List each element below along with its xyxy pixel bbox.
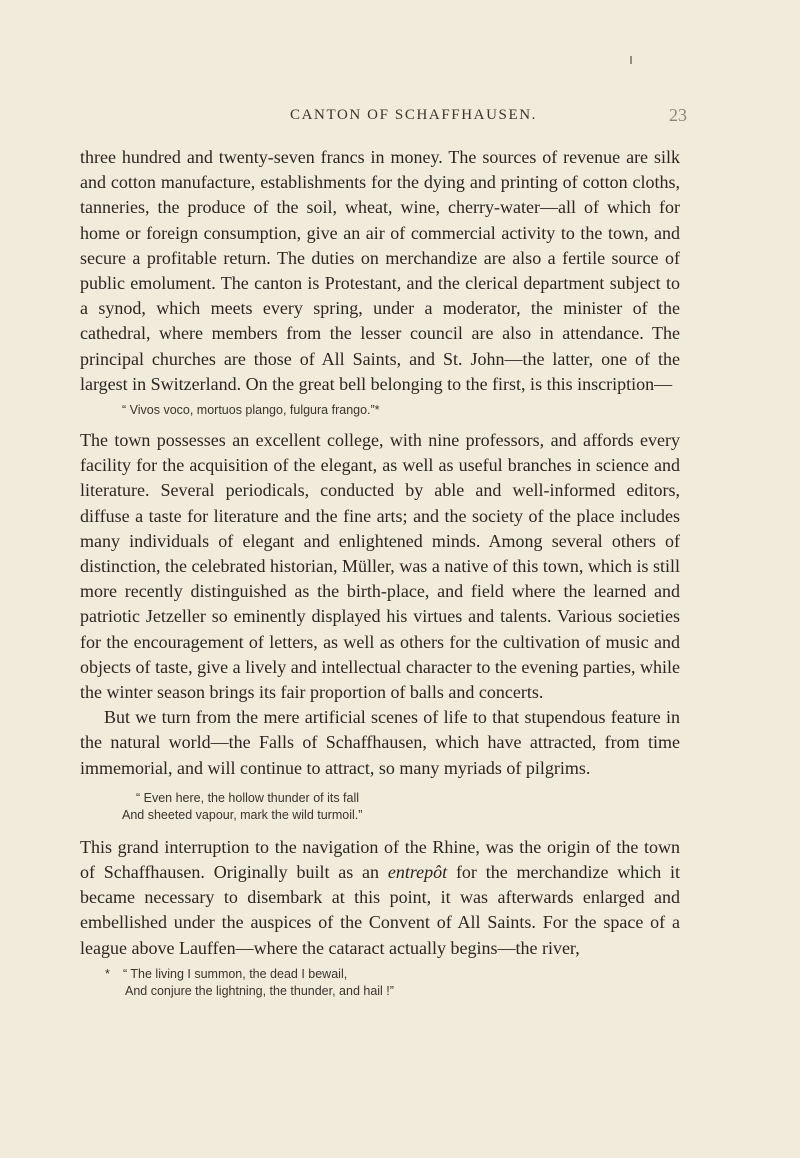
quote-line: “ Vivos voco, mortuos plango, fulgura frango.”* <box>122 403 380 418</box>
body-text <box>80 145 680 1000</box>
paragraph-text: for the merchandize which it became necessary to disembark at this point, it was afterwards enlarged and embellished under the auspices of the Convent of All Saints. For the space of a league above Lauffen—where the cataract actually begins—the river, <box>80 862 680 958</box>
footnote-line: And conjure the lightning, the thunder, and hail !” <box>125 983 394 998</box>
footnote-text: “ The living I summon, the dead I bewail, <box>123 966 348 981</box>
paragraph-text: This grand interruption to the navigation of the Rhine, was the origin of the town of Schaffhausen. Originally built as an <box>80 836 680 883</box>
quote-line: “ Even here, the hollow thunder of its fall <box>136 790 360 805</box>
paragraph: The town possesses an excellent college, with nine professors, and affords every facility for the acquisition of the elegant, as well as useful branches in science and literature. Several periodicals, conducted by able and well-informed editors, diffuse a taste for literature and the fine arts; and the society of the place includes many individuals of elegant and enlightened minds. Among several others of distinction, the celebrated historian, Müller, was a native of this town, which is still more recently distinguished as the birth-place, and field where the learned and patriotic Jetzeller so eminently displayed his virtues and talents. Various societies for the encouragement of letters, as well as others for the cultivation of music and objects of taste, give a lively and intellectual character to the evening parties, while the winter season brings its fair proportion of balls and concerts. <box>80 430 680 703</box>
quote-line: And sheeted vapour, mark the wild turmoil.” <box>122 807 363 822</box>
footnote-mark: * <box>105 966 110 981</box>
footnote-line <box>105 966 680 983</box>
page-number: 23 <box>669 105 687 125</box>
print-smudge <box>630 56 632 64</box>
verse-quote <box>80 790 680 824</box>
bell-inscription-quote <box>80 402 680 419</box>
paragraph: three hundred and twenty-seven francs in money. The sources of revenue are silk and cotton manufacture, establishments for the dying and printing of cotton cloths, tanneries, the produce of the soil, wheat, wine, cherry-water—all of which for home or foreign consumption, give an air of commercial activity to the town, and secure a profitable return. The duties on merchandize are also a fertile source of public emolument. The canton is Protestant, and the clerical department subject to a synod, which meets every spring, under a moderator, the minister of the cathedral, where members from the lesser council are also in attendance. The principal churches are those of All Saints, and St. John—the latter, one of the largest in Switzerland. On the great bell belonging to the first, is this inscription— <box>80 147 680 394</box>
running-title: CANTON OF SCHAFFHAUSEN. <box>290 107 537 123</box>
italic-term: entrepôt <box>387 862 448 883</box>
paragraph <box>80 835 680 961</box>
running-head <box>0 107 800 129</box>
footnote <box>80 966 680 1000</box>
paragraph: But we turn from the mere artificial scenes of life to that stupendous feature in the natural world—the Falls of Schaffhausen, which have attracted, from time immemorial, and will continue to attract, so many myriads of pilgrims. <box>80 707 680 778</box>
